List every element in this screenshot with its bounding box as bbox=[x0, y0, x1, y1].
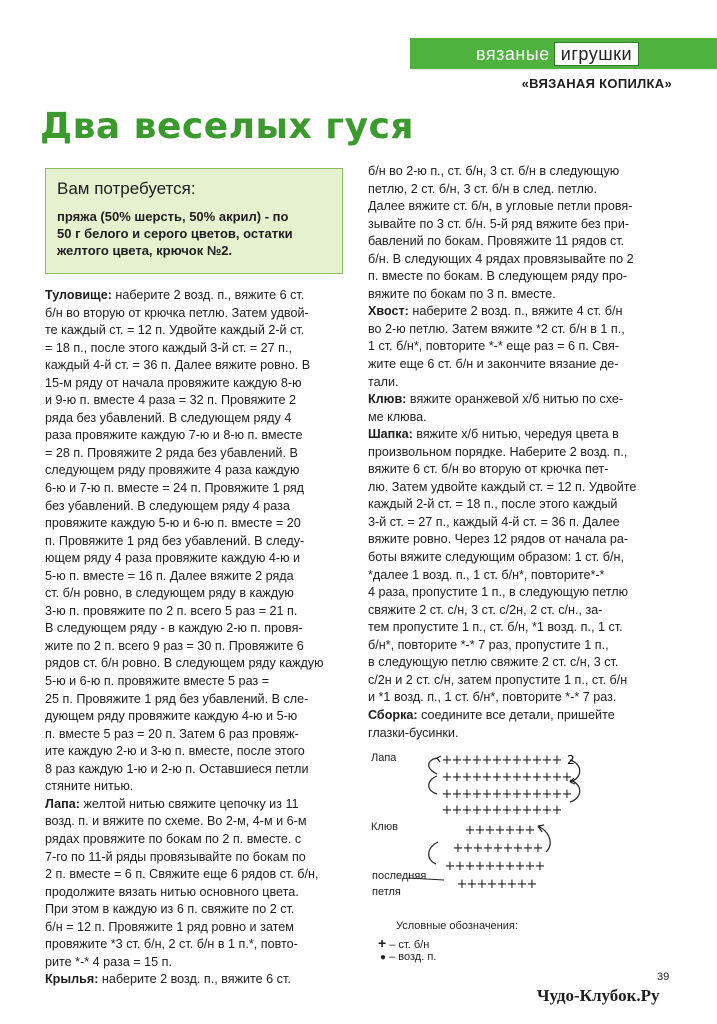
stitch-mark: + bbox=[491, 787, 503, 802]
stitch-mark: + bbox=[501, 753, 513, 768]
text-line bbox=[45, 708, 324, 726]
stitch-mark: + bbox=[461, 770, 473, 785]
line-text: 3-й ст. = 27 п., каждый 4-й ст. = 36 п. Далее bbox=[368, 514, 620, 529]
section-label: Хвост: bbox=[368, 304, 409, 319]
text-line bbox=[368, 461, 636, 479]
line-text: б/н во 2-ю п., ст. б/н, 3 ст. б/н в следующую bbox=[368, 164, 620, 178]
stitch-mark: + bbox=[466, 877, 478, 892]
text-line bbox=[45, 427, 324, 445]
legend-text: – ст. б/н bbox=[389, 939, 430, 951]
section-label: Туловище: bbox=[45, 288, 112, 302]
stitch-mark: + bbox=[551, 753, 563, 768]
line-text: ме клюва. bbox=[368, 409, 427, 424]
stitch-mark: + bbox=[461, 803, 473, 818]
line-text: ите каждую 2-ю и 3-ю п. вместе, после этого bbox=[45, 744, 305, 759]
text-line bbox=[45, 585, 324, 603]
site-watermark: Чудо-Клубок.Ру bbox=[537, 986, 660, 1005]
line-text: 6-ю и 7-ю п. вместе = 24 п. Провяжите 1 ряд bbox=[45, 481, 305, 496]
text-line bbox=[368, 391, 636, 409]
line-text: 5-ю п. вместе = 16 п. Далее вяжите 2 ряда bbox=[45, 568, 294, 583]
text-line bbox=[45, 743, 324, 761]
stitch-mark: + bbox=[502, 841, 514, 856]
text-line bbox=[45, 410, 324, 428]
text-line bbox=[45, 761, 324, 779]
text-line bbox=[45, 778, 324, 796]
text-line bbox=[368, 496, 636, 514]
stitch-mark: + bbox=[444, 859, 456, 874]
text-line bbox=[45, 655, 324, 673]
stitch-mark: + bbox=[551, 787, 563, 802]
text-line bbox=[45, 673, 324, 691]
stitch-mark: + bbox=[524, 859, 536, 874]
line-text: б/н = 12 п. Провяжите 1 ряд ровно и затем bbox=[45, 919, 294, 934]
line-text: б/н. В следующих 4 рядах провязывайте по 2 bbox=[368, 251, 634, 266]
stitch-mark: + bbox=[451, 787, 463, 802]
stitch-mark: + bbox=[462, 841, 474, 856]
line-text: ст. б/н ровно, в следующем ряду в каждую bbox=[45, 586, 294, 601]
line-text: Далее вяжите ст. б/н, в угловые петли провя- bbox=[368, 199, 633, 214]
line-text: продолжите вязать нитью основного цвета. bbox=[45, 884, 299, 899]
text-line bbox=[368, 584, 636, 602]
text-line bbox=[368, 268, 636, 286]
stitch-mark: + bbox=[441, 770, 453, 785]
section-header bbox=[470, 42, 664, 66]
stitch-mark: + bbox=[481, 803, 493, 818]
line-text: 25 п. Провяжите 1 ряд без убавлений. В сле- bbox=[45, 691, 309, 706]
text-line bbox=[45, 813, 324, 831]
text-line bbox=[45, 498, 324, 516]
line-text: вяжите ровно. Через 12 рядов от начала ра- bbox=[368, 532, 629, 547]
line-text: 7-го по 11-й ряды провязывайте по бокам по bbox=[45, 849, 306, 864]
text-line bbox=[45, 866, 324, 884]
stitch-mark: + bbox=[501, 787, 513, 802]
stitch-mark: + bbox=[514, 859, 526, 874]
line-text: каждый 4-й ст. = 36 п. Далее вяжите ровно. В bbox=[45, 358, 311, 373]
line-text: дующем ряду провяжите каждую 4-ю и 5-ю bbox=[45, 709, 298, 724]
text-line bbox=[45, 550, 324, 568]
text-line bbox=[368, 321, 636, 339]
stitch-mark: + bbox=[511, 770, 523, 785]
text-line bbox=[45, 375, 324, 393]
stitch-mark: + bbox=[461, 787, 473, 802]
text-line bbox=[368, 514, 636, 532]
page-number: 39 bbox=[657, 971, 670, 983]
text-line bbox=[45, 480, 324, 498]
stitch-mark: + bbox=[504, 859, 516, 874]
section-name-primary: вязаные bbox=[476, 43, 550, 64]
stitch-mark: + bbox=[522, 841, 534, 856]
line-text: наберите 2 возд. п., вяжите 6 ст. bbox=[111, 288, 305, 302]
stitch-mark: + bbox=[481, 753, 493, 768]
text-line bbox=[368, 672, 636, 690]
text-line bbox=[368, 216, 636, 234]
line-text: следующем ряду провяжите 4 раза каждую bbox=[45, 463, 300, 478]
text-line bbox=[368, 181, 636, 199]
stitch-mark: + bbox=[461, 753, 473, 768]
stitch-mark: + bbox=[481, 787, 493, 802]
stitch-mark: + bbox=[521, 803, 533, 818]
stitch-mark: + bbox=[531, 770, 543, 785]
stitch-mark: + bbox=[452, 841, 464, 856]
stitch-mark: + bbox=[491, 803, 503, 818]
paw-diagram-label: Лапа bbox=[371, 752, 397, 764]
stitch-mark: + bbox=[471, 770, 483, 785]
line-text: тем пропустите 1 п., ст. б/н, *1 возд. п., 1 ст. bbox=[368, 620, 623, 635]
text-line bbox=[45, 919, 324, 937]
stitch-mark: + bbox=[492, 841, 504, 856]
stitch-mark: + bbox=[441, 803, 453, 818]
text-line bbox=[45, 884, 324, 902]
stitch-mark: + bbox=[471, 803, 483, 818]
stitch-mark: + bbox=[451, 770, 463, 785]
line-text: бавлений по бокам. Провяжите 11 рядов ст. bbox=[368, 234, 625, 249]
text-line bbox=[45, 287, 324, 305]
line-text: лю. Затем удвойте каждый ст. = 12 п. Удвойте bbox=[368, 479, 637, 494]
text-line bbox=[368, 338, 636, 356]
text-line bbox=[45, 462, 324, 480]
paw-turn-arrow-left bbox=[429, 758, 437, 774]
text-line bbox=[368, 409, 636, 427]
section-name-secondary: игрушки bbox=[554, 42, 639, 66]
line-text: 8 раз каждую 1-ю и 2-ю п. Оставшиеся петли bbox=[45, 761, 309, 776]
text-line bbox=[45, 322, 324, 340]
subsection-title: «ВЯЗАНАЯ КОПИЛКА» bbox=[521, 76, 672, 91]
text-line bbox=[368, 549, 636, 567]
text-line bbox=[368, 567, 636, 585]
line-text: п. Провяжите 1 ряд без убавлений. В следу- bbox=[45, 533, 305, 548]
line-text: = 18 п., после этого каждый 3-й ст. = 27 п., bbox=[45, 340, 292, 355]
materials-heading: Вам потребуется: bbox=[57, 179, 196, 198]
text-line bbox=[45, 936, 324, 954]
line-text: вяжите оранжевой х/б нитью по схе- bbox=[406, 392, 624, 407]
last-loop-pointer bbox=[408, 878, 444, 880]
line-text: рядах провяжите по бокам по 2 п. вместе. с bbox=[45, 831, 302, 846]
stitch-mark: + bbox=[484, 823, 496, 838]
text-line bbox=[45, 620, 324, 638]
line-text: соедините все детали, пришейте bbox=[417, 707, 615, 722]
line-text: вяжите по бокам по 3 п. вместе. bbox=[368, 286, 556, 301]
text-line bbox=[45, 796, 324, 814]
text-line bbox=[45, 305, 324, 323]
line-text: ряда без убавлений. В следующем ряду 4 bbox=[45, 410, 292, 425]
stitch-mark: + bbox=[551, 770, 563, 785]
text-line bbox=[45, 831, 324, 849]
line-text: провяжите каждую 5-ю и 6-ю п. вместе = 20 bbox=[45, 516, 301, 531]
text-line bbox=[45, 357, 324, 375]
stitch-mark: + bbox=[561, 787, 573, 802]
line-text: жите по 2 п. всего 9 раз = 30 п. Провяжите 6 bbox=[45, 638, 304, 653]
line-text: 3-ю п. провяжите по 2 п. всего 5 раз = 21 п. bbox=[45, 603, 298, 618]
stitch-mark: + bbox=[464, 823, 476, 838]
line-text: б/н*, повторите *-* 7 раз, пропустите 1 п., bbox=[368, 637, 609, 652]
materials-line: пряжа (50% шерсть, 50% акрил) - по bbox=[57, 209, 289, 224]
beak-diagram-label: Клюв bbox=[371, 821, 398, 833]
line-text: петлю, 2 ст. б/н, 3 ст. б/н в след. петлю. bbox=[368, 181, 597, 196]
text-line bbox=[368, 654, 636, 672]
last-loop-label-line: петля bbox=[372, 886, 401, 898]
line-text: п. вместе 5 раз = 20 п. Затем 6 раз провяж- bbox=[45, 726, 299, 741]
stitch-mark: + bbox=[474, 859, 486, 874]
text-line bbox=[45, 691, 324, 709]
text-line bbox=[45, 954, 324, 972]
line-text: рядов ст. б/н ровно. В следующем ряду каждую bbox=[45, 656, 324, 671]
paw-row-number: 2 bbox=[567, 753, 575, 767]
stitch-mark: + bbox=[512, 841, 524, 856]
text-line bbox=[368, 707, 636, 725]
line-text: ющем ряду 4 раза провяжите каждую 4-ю и bbox=[45, 551, 301, 566]
line-text: с/2н и 2 ст. с/н, затем пропустите 1 п., ст. б/н bbox=[368, 672, 628, 687]
stitch-mark: + bbox=[474, 823, 486, 838]
stitch-mark: + bbox=[472, 841, 484, 856]
text-line bbox=[368, 426, 636, 444]
line-text: б/н во вторую от крючка петлю. Затем удвой- bbox=[45, 305, 309, 320]
text-line bbox=[368, 198, 636, 216]
stitch-mark: + bbox=[486, 877, 498, 892]
text-line bbox=[368, 637, 636, 655]
paw-diagram bbox=[415, 750, 590, 820]
line-text: возд. п. и вяжите по схеме. Во 2-м, 4-м и 6-м bbox=[45, 814, 307, 829]
text-line bbox=[45, 392, 324, 410]
line-text: В следующем ряду - в каждую 2-ю п. провя- bbox=[45, 621, 303, 636]
text-line bbox=[368, 725, 636, 743]
materials-text bbox=[57, 208, 334, 259]
section-label: Сборка: bbox=[368, 707, 418, 722]
line-text: в следующую петлю свяжите 2 ст. с/н, 3 ст. bbox=[368, 655, 619, 670]
stitch-mark: + bbox=[501, 803, 513, 818]
legend-symbol: + bbox=[378, 935, 387, 951]
legend-item-sc bbox=[378, 935, 429, 951]
line-text: жите еще 6 ст. б/н и закончите вязание де- bbox=[368, 357, 619, 372]
line-text: 5-ю и 6-ю п. провяжите вместе 5 раз = bbox=[45, 674, 270, 689]
line-text: наберите 2 возд. п., вяжите 6 ст. bbox=[98, 972, 291, 987]
text-line bbox=[368, 374, 636, 392]
text-line bbox=[368, 689, 636, 707]
stitch-mark: + bbox=[451, 803, 463, 818]
line-text: При этом в каждую из 6 п. свяжите по 2 ст. bbox=[45, 902, 295, 917]
text-line bbox=[45, 340, 324, 358]
stitch-mark: + bbox=[494, 823, 506, 838]
section-label: Шапка: bbox=[368, 427, 413, 442]
stitch-mark: + bbox=[441, 787, 453, 802]
stitch-mark: + bbox=[524, 823, 536, 838]
stitch-mark: + bbox=[541, 787, 553, 802]
stitch-mark: + bbox=[471, 753, 483, 768]
line-text: 15-м ряду от начала провяжите каждую 8-ю bbox=[45, 375, 302, 390]
stitch-mark: + bbox=[541, 753, 553, 768]
stitch-mark: + bbox=[511, 803, 523, 818]
text-line bbox=[45, 726, 324, 744]
text-line bbox=[45, 603, 324, 621]
section-label: Крылья: bbox=[45, 972, 99, 987]
text-line bbox=[368, 251, 636, 269]
line-text: зывайте по 3 ст. б/н. 5-й ряд вяжите без при- bbox=[368, 216, 630, 231]
stitch-mark: + bbox=[541, 770, 553, 785]
stitch-mark: + bbox=[494, 859, 506, 874]
stitch-mark: + bbox=[534, 859, 546, 874]
legend-heading: Условные обозначения: bbox=[396, 920, 518, 932]
stitch-mark: + bbox=[526, 877, 538, 892]
stitch-mark: + bbox=[521, 770, 533, 785]
line-text: тали. bbox=[368, 374, 399, 389]
text-line bbox=[368, 356, 636, 374]
materials-line: желтого цвета, крючок №2. bbox=[57, 243, 233, 258]
line-text: и 9-ю п. вместе 4 раза = 32 п. Провяжите 2 bbox=[45, 393, 296, 408]
line-text: провяжите *3 ст. б/н, 2 ст. б/н в 1 п.*, повто- bbox=[45, 937, 298, 952]
text-line bbox=[45, 901, 324, 919]
text-line bbox=[368, 619, 636, 637]
text-line bbox=[368, 602, 636, 620]
line-text: боты вяжите следующим образом: 1 ст. б/н, bbox=[368, 550, 624, 565]
stitch-mark: + bbox=[471, 787, 483, 802]
stitch-mark: + bbox=[491, 770, 503, 785]
last-loop-label-line: последняя bbox=[372, 870, 427, 882]
line-text: свяжите 2 ст. с/н, 3 ст. с/2н, 2 ст. с/н., за- bbox=[368, 602, 603, 617]
line-text: рите *-* 4 раза = 15 п. bbox=[45, 954, 172, 969]
section-label: Клюв: bbox=[368, 392, 407, 407]
stitch-mark: + bbox=[504, 823, 516, 838]
stitch-mark: + bbox=[491, 753, 503, 768]
page-title: Два веселых гуся bbox=[40, 106, 415, 147]
line-text: те каждый ст. = 12 п. Удвойте каждый 2-й ст. bbox=[45, 323, 305, 338]
text-line bbox=[368, 233, 636, 251]
line-text: стяните нитью. bbox=[45, 779, 134, 794]
text-line bbox=[368, 531, 636, 549]
line-text: вяжите 6 ст. б/н во вторую от крючка пет- bbox=[368, 462, 609, 477]
beak-diagram bbox=[408, 818, 568, 913]
stitch-mark: + bbox=[501, 770, 513, 785]
text-line bbox=[45, 445, 324, 463]
text-line bbox=[368, 479, 636, 497]
stitch-mark: + bbox=[464, 859, 476, 874]
stitch-mark: + bbox=[511, 753, 523, 768]
line-text: = 28 п. Провяжите 2 ряда без убавлений. В bbox=[45, 445, 298, 460]
text-line bbox=[45, 849, 324, 867]
stitch-mark: + bbox=[521, 787, 533, 802]
line-text: 4 раза, пропустите 1 п., в следующую петлю bbox=[368, 585, 629, 600]
legend-item-ch bbox=[380, 951, 436, 963]
text-line bbox=[45, 533, 324, 551]
text-line bbox=[45, 971, 324, 989]
line-text: и *1 возд. п., 1 ст. б/н*, повторите *-* 7 раз. bbox=[368, 690, 617, 705]
text-line bbox=[45, 515, 324, 533]
right-text-column bbox=[368, 163, 636, 742]
line-text: п. вместе по бокам. В следующем ряду про- bbox=[368, 269, 628, 284]
text-line bbox=[368, 163, 636, 181]
legend-symbol: ● bbox=[380, 952, 387, 963]
stitch-mark: + bbox=[541, 803, 553, 818]
stitch-mark: + bbox=[531, 803, 543, 818]
line-text: 2 п. вместе = 6 п. Свяжите еще 6 рядов ст. б/н, bbox=[45, 867, 319, 882]
stitch-mark: + bbox=[532, 841, 544, 856]
stitch-mark: + bbox=[531, 787, 543, 802]
stitch-mark: + bbox=[521, 753, 533, 768]
stitch-mark: + bbox=[511, 787, 523, 802]
materials-box bbox=[45, 168, 343, 274]
materials-line: 50 г белого и серого цветов, остатки bbox=[57, 226, 293, 241]
line-text: вяжите х/б нитью, чередуя цвета в bbox=[412, 427, 619, 442]
section-label: Лапа: bbox=[45, 796, 80, 811]
stitch-mark: + bbox=[451, 753, 463, 768]
stitch-mark: + bbox=[531, 753, 543, 768]
stitch-mark: + bbox=[496, 877, 508, 892]
line-text: *далее 1 возд. п., 1 ст. б/н*, повторите*-* bbox=[368, 567, 605, 582]
stitch-mark: + bbox=[454, 859, 466, 874]
stitch-mark: + bbox=[484, 859, 496, 874]
text-line bbox=[368, 444, 636, 462]
line-text: без убавлений. В следующем ряду 4 раза bbox=[45, 498, 290, 513]
stitch-mark: + bbox=[514, 823, 526, 838]
stitch-mark: + bbox=[516, 877, 528, 892]
line-text: наберите 2 возд. п., вяжите 4 ст. б/н bbox=[408, 304, 623, 319]
text-line bbox=[368, 303, 636, 321]
stitch-mark: + bbox=[441, 753, 453, 768]
text-line bbox=[45, 638, 324, 656]
stitch-mark: + bbox=[481, 770, 493, 785]
line-text: во 2-ю петлю. Затем вяжите *2 ст. б/н в 1 п., bbox=[368, 321, 625, 336]
line-text: 1 ст. б/н*, повторите *-* еще раз = 6 п. Свя- bbox=[368, 339, 619, 354]
line-text: раза провяжите каждую 7-ю и 8-ю п. вместе bbox=[45, 428, 303, 443]
left-text-column bbox=[45, 287, 324, 989]
line-text: произвольном порядке. Наберите 2 возд. п., bbox=[368, 444, 628, 459]
line-text: желтой нитью свяжите цепочку из 11 bbox=[79, 796, 299, 811]
stitch-mark: + bbox=[551, 803, 563, 818]
stitch-mark: + bbox=[506, 877, 518, 892]
text-line bbox=[45, 568, 324, 586]
stitch-mark: + bbox=[456, 877, 468, 892]
stitch-mark: + bbox=[482, 841, 494, 856]
line-text: глазки-бусинки. bbox=[368, 725, 459, 740]
stitch-mark: + bbox=[476, 877, 488, 892]
legend-text: – возд. п. bbox=[389, 951, 437, 963]
line-text: каждый 2-й ст. = 18 п., после этого каждый bbox=[368, 497, 618, 512]
text-line bbox=[368, 286, 636, 304]
stitch-mark: + bbox=[561, 770, 573, 785]
